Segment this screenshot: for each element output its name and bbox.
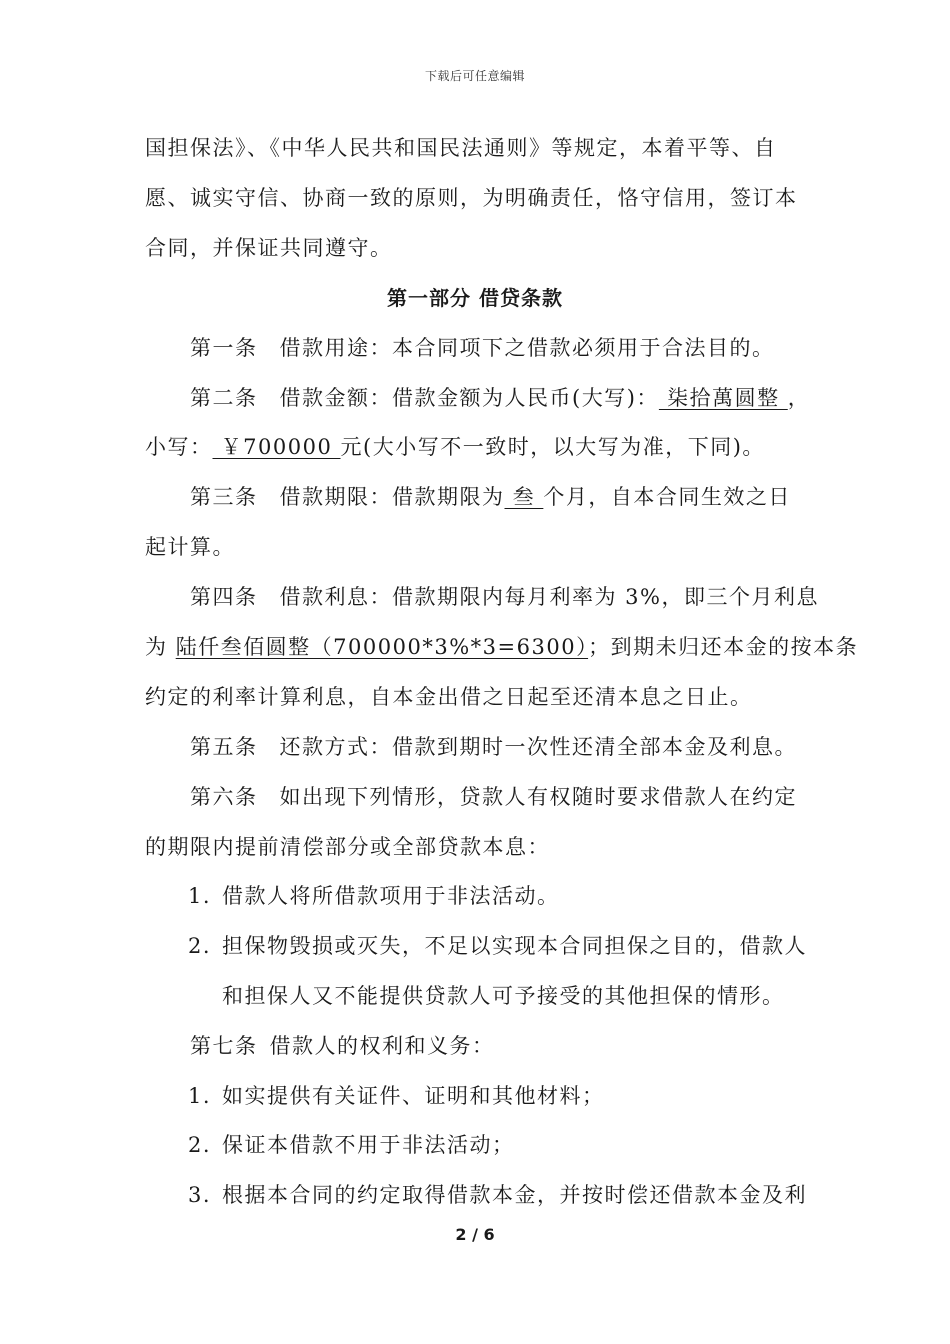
header-note: 下载后可任意编辑 [424,69,525,83]
article-7-item-3-text: 根据本合同的约定取得借款本金，并按时偿还借款本金及利 [222,1183,807,1207]
article-6-item-2-text: 担保物毁损或灭失，不足以实现本合同担保之目的，借款人 [222,934,807,958]
article-4-line-1 [190,582,819,612]
article-6-item-2-num: 2. [188,934,212,958]
intro-line-2: 愿、诚实守信、协商一致的原则，为明确责任，恪守信用，签订本 [145,186,798,210]
article-2-line-1 [190,383,810,413]
article-1 [190,333,775,363]
article-7-heading [190,1031,495,1061]
article-2-text-b: ， [787,386,811,410]
amount-upper-field: 柒拾萬圆整 [658,386,788,410]
intro-line-3: 合同，并保证共同遵守。 [145,236,393,260]
amount-lower-field: ￥700000 [212,435,341,459]
article-3-line-2: 起计算。 [145,535,235,559]
interest-field: 陆仟叁佰圆整（700000*3%*3=6300） [175,635,589,659]
article-6-item-1-num: 1. [188,884,212,908]
article-6-line-1 [190,782,797,812]
article-4-text-a: 借款利息：借款期限内每月利率为 3%，即三个月利息 [279,585,819,609]
article-6-item-1-text: 借款人将所借款项用于非法活动。 [222,884,560,908]
article-1-text: 借款用途：本合同项下之借款必须用于合法目的。 [279,336,775,360]
article-2-label: 第二条 [190,386,258,410]
article-7-label: 第七条 [190,1034,258,1058]
article-7-item-2-text: 保证本借款不用于非法活动； [222,1133,515,1157]
article-7-item-2-num: 2. [188,1133,212,1157]
article-3-line-1 [190,482,791,512]
article-6-item-2-text-cont: 和担保人又不能提供贷款人可予接受的其他担保的情形。 [222,984,785,1008]
article-4-label: 第四条 [190,585,258,609]
article-5-text: 还款方式：借款到期时一次性还清全部本金及利息。 [279,735,797,759]
page-number: 2 / 6 [455,1225,495,1244]
article-7-item-1-text: 如实提供有关证件、证明和其他材料； [222,1084,605,1108]
article-4-line-2 [145,632,858,662]
article-6-label: 第六条 [190,785,258,809]
article-3-text-b: 个月，自本合同生效之日 [543,485,791,509]
article-5-label: 第五条 [190,735,258,759]
article-6-text-a: 如出现下列情形，贷款人有权随时要求借款人在约定 [279,785,797,809]
article-5 [190,732,797,762]
article-4-text-b: 为 [145,635,176,659]
article-3-text-a: 借款期限：借款期限为 [279,485,505,509]
article-7-item-1-num: 1. [188,1084,212,1108]
section-title: 第一部分 借贷条款 [387,286,563,310]
article-7-text: 借款人的权利和义务： [269,1034,495,1058]
intro-line-1: 国担保法》、《中华人民共和国民法通则》等规定，本着平等、自 [145,136,777,160]
article-3-label: 第三条 [190,485,258,509]
article-2-text-d: 元(大小写不一致时，以大写为准，下同)。 [340,435,765,459]
article-2-text-c: 小写： [145,435,213,459]
article-4-text-c: ；到期未归还本金的按本条 [588,635,859,659]
article-2-text-a: 借款金额：借款金额为人民币(大写)： [279,386,659,410]
term-field: 叁 [504,485,544,509]
article-7-item-3-num: 3. [188,1183,212,1207]
article-4-line-3: 约定的利率计算利息，自本金出借之日起至还清本息之日止。 [145,685,753,709]
article-6-line-2: 的期限内提前清偿部分或全部贷款本息： [145,835,550,859]
article-2-line-2 [145,432,765,462]
article-1-label: 第一条 [190,336,258,360]
